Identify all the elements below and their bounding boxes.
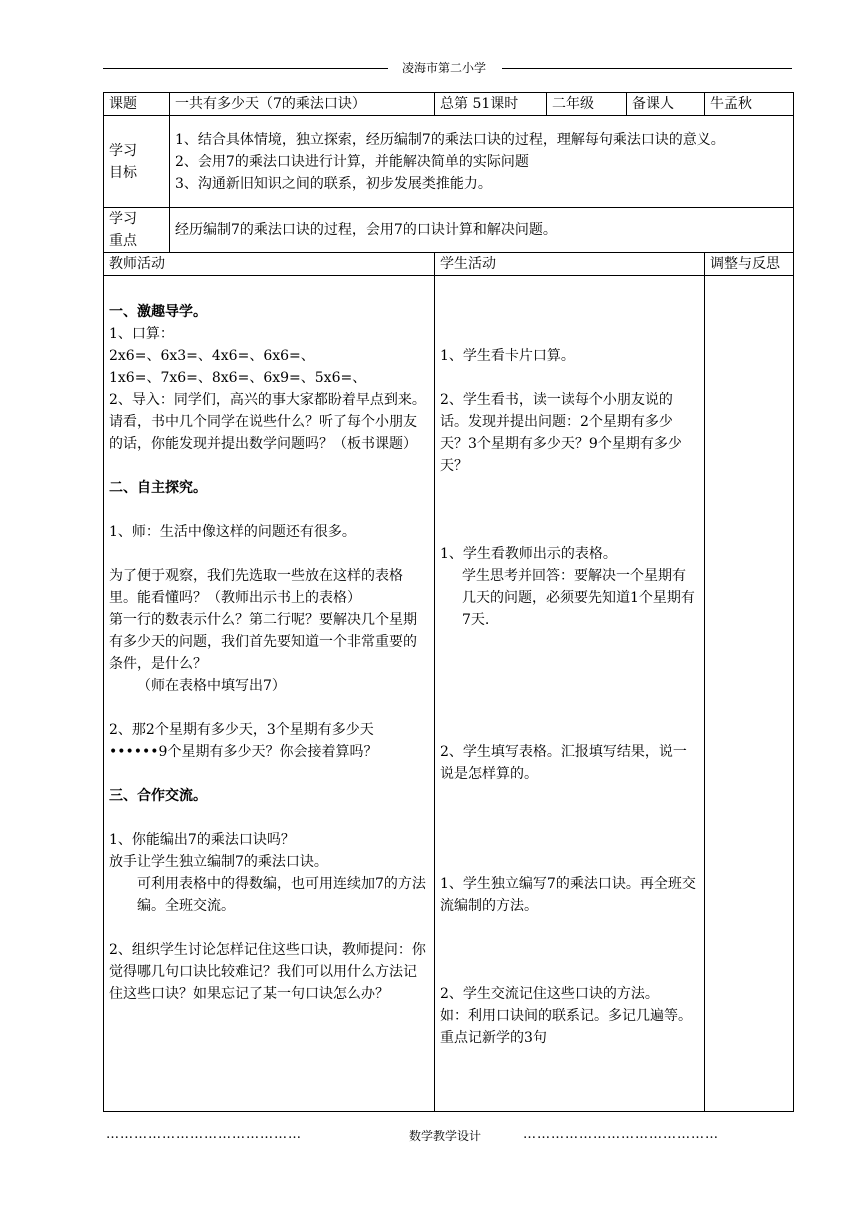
- goals-row: [104, 116, 794, 208]
- goal-item: 2、会用7的乘法口诀进行计算，并能解决简单的实际问题: [175, 153, 529, 170]
- student-line: 学生思考并回答：要解决一个星期有几天的问题，必须要先知道1个星期有 7天.: [462, 568, 709, 628]
- footer-dots-left: ……………………………………: [106, 1127, 302, 1142]
- focus-label-line-2: 重点: [109, 233, 137, 249]
- teacher-line: 1x6=、7x6=、8x6=、6x9=、5x6=、: [109, 370, 367, 386]
- teacher-line: 为了便于观察，我们先选取一些放在这样的表格里。能看懂吗？（教师出示书上的表格）: [109, 568, 403, 606]
- teacher-line: 可利用表格中的得数编，也可用连续加7的方法编。全班交流。: [137, 876, 426, 914]
- teacher-line: 2、组织学生讨论怎样记住这些口诀，教师提问：你觉得哪几句口诀比较难记？我们可以用什么方法记住这些口诀？如果忘记了某一句口诀怎么办？: [109, 942, 426, 1002]
- teacher-line: （师在表格中填写出7）: [137, 678, 286, 694]
- section-heading: 三、合作交流。: [109, 788, 207, 804]
- focus-label: [104, 208, 170, 253]
- student-activity-header: 学生活动: [435, 253, 705, 276]
- teacher-line: 1、师：生活中像这样的问题还有很多。: [109, 524, 356, 540]
- footer-dots-right: ……………………………………: [523, 1127, 719, 1142]
- student-line: 1、学生看卡片口算。: [440, 348, 575, 364]
- goal-item: 3、沟通新旧知识之间的联系，初步发展类推能力。: [175, 175, 492, 192]
- teacher-activity-cell: [104, 276, 435, 1112]
- student-line: 如：利用口诀间的联系记。多记几遍等。重点记新学的3句: [440, 1008, 692, 1046]
- teacher-name: 牛孟秋: [705, 93, 794, 116]
- student-line: 2、学生看书，读一读每个小朋友说的话。发现并提出问题：2个星期有多少天？3个星期有多少天？9个星期有多少天？: [440, 392, 682, 474]
- goals-label: [104, 116, 170, 208]
- teacher-line: 1、你能编出7的乘法口诀吗？: [109, 832, 295, 848]
- section-heading: 一、激趣导学。: [109, 304, 207, 320]
- focus-content: 经历编制7的乘法口诀的过程，会用7的口诀计算和解决问题。: [170, 208, 794, 253]
- reflection-header: 调整与反思: [705, 253, 794, 276]
- teacher-line: 第一行的数表示什么？第二行呢？要解决几个星期有多少天的问题，我们首先要知道一个非常重要的条件，是什么？: [109, 612, 417, 672]
- teacher-activity-header: 教师活动: [104, 253, 435, 276]
- focus-row: [104, 208, 794, 253]
- grade-value: 二年级: [547, 93, 627, 116]
- goals-label-line-1: 学习: [109, 142, 137, 159]
- teacher-label: 备课人: [627, 93, 705, 116]
- column-header-row: [104, 253, 794, 276]
- header-rule-left: [103, 68, 388, 69]
- footer-title: 数学教学设计: [408, 1129, 481, 1143]
- student-line: 1、学生看教师出示的表格。: [440, 546, 617, 562]
- header-school-name: 凌海市第二小学: [401, 61, 486, 75]
- section-heading: 二、自主探究。: [109, 480, 207, 496]
- topic-label: 课题: [104, 93, 170, 116]
- teacher-line: 放手让学生独立编制7的乘法口诀。: [109, 854, 328, 870]
- student-activity-cell: [435, 276, 709, 1112]
- topic-value: 一共有多少天（7的乘法口诀）: [170, 93, 435, 116]
- student-line: 1、学生独立编写7的乘法口诀。再全班交流编制的方法。: [440, 876, 696, 914]
- teacher-line: 1、口算：: [109, 326, 174, 342]
- period-value: 总第 51课时: [435, 93, 547, 116]
- activity-row: [104, 276, 794, 1112]
- teacher-line: 2、那2个星期有多少天，3个星期有多少天••••••9个星期有多少天？你会接着算吗？: [109, 722, 378, 760]
- header-rule-right: [502, 68, 792, 69]
- lesson-plan-table: [103, 92, 794, 1112]
- student-line: 2、学生填写表格。汇报填写结果，说一说是怎样算的。: [440, 744, 687, 782]
- focus-label-line-1: 学习: [109, 211, 137, 227]
- teacher-line: 2、导入：同学们，高兴的事大家都盼着早点到来。请看，书中几个同学在说些什么？听了每个小朋友的话，你能发现并提出数学问题吗？（板书课题）: [109, 392, 426, 452]
- goals-label-line-2: 目标: [109, 164, 137, 181]
- reflection-cell: [705, 276, 794, 1112]
- info-row: [104, 93, 794, 116]
- goal-item: 1、结合具体情境，独立探索，经历编制7的乘法口诀的过程，理解每句乘法口诀的意义。: [175, 131, 725, 148]
- student-line: 2、学生交流记住这些口诀的方法。: [440, 986, 659, 1002]
- goals-content: [170, 116, 794, 208]
- teacher-line: 2x6=、6x3=、4x6=、6x6=、: [109, 348, 315, 364]
